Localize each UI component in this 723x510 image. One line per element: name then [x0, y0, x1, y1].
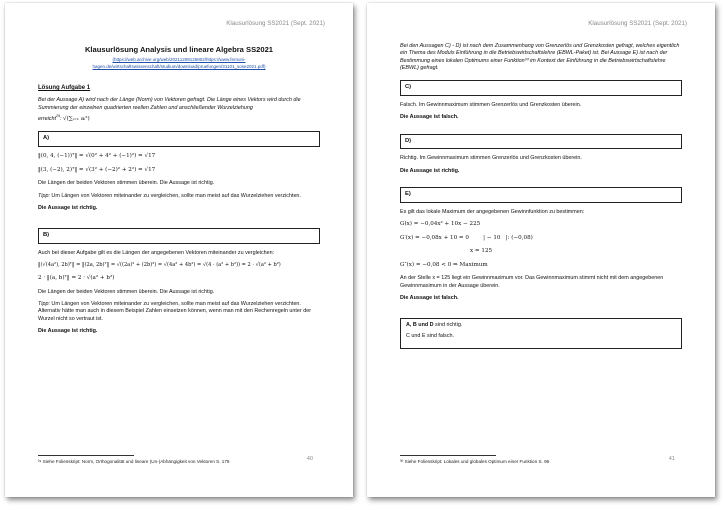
result-b: Die Aussage ist richtig.: [38, 327, 98, 334]
summary-line-2: C und E sind falsch.: [406, 333, 454, 340]
equation-e3: x = 125: [470, 248, 493, 255]
statement-d-header: D): [400, 134, 682, 150]
intro-formula-line: [38, 114, 320, 123]
text-b1: Auch bei dieser Aufgabe gilt es die Längen der angegebenen Vektoren miteinander zu vergleichen:: [38, 249, 275, 256]
tip-a: [38, 193, 320, 200]
section-heading: Lösung Aufgabe 1: [38, 85, 91, 92]
result-e: Die Aussage ist falsch.: [400, 294, 459, 301]
statement-e-header: E): [400, 187, 682, 203]
result-a: Die Aussage ist richtig.: [38, 204, 98, 211]
summary-line-1: [406, 322, 676, 329]
summary-correct: A, B und D: [406, 322, 434, 329]
equation-b1: ‖(√(4a²), 2b)ᵀ‖ = ‖(2a, 2b)ᵀ‖ = √((2a)² + (2b)²) = √(4a² + 4b²) = √(4 · (a² + b²)) = 2 · √(a² + b²): [38, 262, 281, 269]
result-d: Die Aussage ist richtig.: [400, 167, 460, 174]
footnote-divider: [400, 455, 496, 456]
tip-a-text: Um Längen von Vektoren miteinander zu vergleichen, sollte man meist auf das Wurzelziehen verzichten.: [49, 192, 301, 199]
tip-b: [38, 301, 320, 323]
equation-e4: G″(x) = −0,08 < 0 ⇒ Maximum: [400, 261, 488, 268]
footnote-ref: 29: [55, 113, 60, 118]
tip-a-label: Tipp:: [38, 192, 50, 199]
document-page-left: [5, 3, 353, 497]
intro-text: Bei der Aussage A) wird nach der Länge (Norm) von Vektoren gefragt. Die Länge eines Vektors wird durch die Summierung der einzelnen quadrierten reellen Zahlen und anschließender Wurzelziehung: [38, 97, 301, 111]
text-a1: Die Längen der beiden Vektoren stimmen überein. Die Aussage ist richtig.: [38, 180, 215, 187]
intro-colon: :: [59, 115, 63, 122]
equation-a1: ‖(0, 4, (−1))ᵀ‖ = √(0² + 4² + (−1)²) = √17: [38, 153, 156, 160]
statement-b-header: B): [38, 228, 320, 244]
equation-e2: G′(x) = −0,08x + 10 = 0 | − 10 |: (−0,08): [400, 234, 533, 241]
result-c: Die Aussage ist falsch.: [400, 114, 459, 121]
text-e2: An der Stelle x = 125 liegt ein Gewinnmaximum vor. Das Gewinnmaximum stimmt nicht mit dem angegebenen Gewinnmaximum in der Aussage überein.: [400, 275, 664, 289]
intro-tail: erreicht: [38, 115, 56, 122]
text-c: Falsch. Im Gewinnmaximum stimmen Grenzerlös und Grenzkosten überein.: [400, 102, 582, 108]
running-header: Klausurlösung SS2021 (Sept. 2021): [588, 20, 687, 27]
norm-formula: √(∑ᵢ₌₁ aᵢ²): [62, 115, 90, 122]
summary-correct-rest: sind richtig.: [433, 322, 463, 329]
statement-c-header: C): [400, 80, 682, 96]
equation-e1: G(x) = −0,04x² + 10x − 225: [400, 221, 481, 228]
page-number: 41: [668, 456, 675, 463]
footnote-divider: [38, 455, 134, 456]
document-title: Klausurlösung Analysis und lineare Algebra SS2021: [84, 45, 274, 54]
page-content: [400, 43, 682, 349]
document-page-right: [367, 3, 715, 497]
text-e1: Es gilt das lokale Maximum der angegebenen Gewinnfunktion zu bestimmen:: [400, 208, 585, 215]
text-b2: Die Längen der beiden Vektoren stimmen überein. Die Aussage ist richtig.: [38, 288, 215, 295]
equation-b2: 2 · ‖(a, b)ᵀ‖ = 2 · √(a² + b²): [38, 275, 115, 282]
tip-b-text: Um Längen von Vektoren miteinander zu vergleichen, sollte man meist auf das Wurzelziehen verzichten. Alternativ hätte man auch in diesem Beispiel Zahlen einsetzen können, wenn man mit den Rechenregeln unter der Wurzel nicht so vertraut ist.: [38, 300, 311, 322]
statement-a-header: A): [38, 131, 320, 147]
source-link[interactable]: (https://web.archive.org/web/20211208125802/https://www.fernuni-hagen.de/wirtschaftswissenschaft/studium/download/pruefungen/31101_sose2021.pdf): [92, 57, 266, 69]
equation-a2: ‖(3, (−2), 2)ᵀ‖ = √(3² + (−2)² + 2²) = √17: [38, 166, 156, 173]
tip-b-label: Tipp:: [38, 300, 50, 307]
intro-paragraph: Bei den Aussagen C) - D) ist nach dem Zusammenhang von Grenzerlös und Grenzkosten gefragt, welches eigentlich ein Thema des Moduls Einführung in die Betriebswirtschaftslehre (EBWL-Paket) ist. Bei Aussage E) ist nach der Bestimmung eines lokalen Optimums einer Funktion³⁰ im Kontext der Einführung in die Betriebswirtschaftslehre (EBWL) gefragt.: [400, 43, 680, 71]
intro-paragraph: [38, 97, 320, 112]
summary-box: [400, 318, 682, 349]
footnote: ³⁰ Siehe Folienskript: Lokales und globales Optimum einer Funktion S. 96: [400, 459, 550, 464]
page-number: 40: [306, 456, 313, 463]
text-d: Richtig. Im Gewinnmaximum stimmen Grenzerlös und Grenzkosten überein.: [400, 155, 582, 162]
running-header: Klausurlösung SS2021 (Sept. 2021): [226, 20, 325, 27]
footnote: ²⁹ Siehe Folienskript: Norm, Orthogonalität und lineare (Un-)Abhängigkeit von Vektoren S. 179: [38, 459, 230, 464]
page-content: [38, 43, 320, 340]
